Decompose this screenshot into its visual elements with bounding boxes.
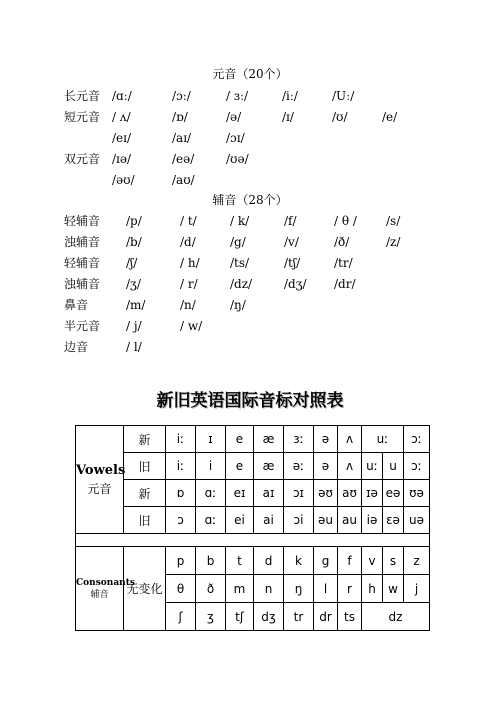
ipa-cell: æ: [254, 453, 284, 480]
new-tag: 新: [124, 480, 166, 507]
consonants-label-cn: 辅音: [90, 589, 109, 600]
ipa-cell: ɑː: [196, 507, 226, 534]
row-label: 浊辅音: [64, 277, 101, 291]
ipa-cell: f: [338, 547, 362, 575]
ipa-symbol: /ʊə/: [226, 152, 249, 166]
ipa-symbol: /ts/: [230, 256, 250, 270]
ipa-cell: z: [404, 547, 430, 575]
ipa-symbol: /aʊ/: [172, 173, 195, 187]
consonants-label-en: Consonants: [76, 577, 135, 588]
ipa-cell: ʃ: [166, 603, 196, 631]
ipa-cell: u: [383, 453, 404, 480]
vowel-row-long: [0, 88, 500, 104]
ipa-symbol: / ʌ/: [112, 110, 131, 124]
ipa-cell: aɪ: [254, 480, 284, 507]
ipa-cell: w: [383, 575, 404, 603]
ipa-cell: ə: [314, 453, 338, 480]
ipa-symbol: /e/: [382, 110, 398, 124]
vowels-heading: 元音（20个）: [212, 67, 288, 81]
ipa-cell: əu: [314, 507, 338, 534]
ipa-cell: ts: [338, 603, 362, 631]
ipa-symbol: /ʊ/: [332, 110, 348, 124]
table-separator-row: [76, 534, 430, 547]
empty-cell: [76, 534, 430, 547]
ipa-cell: k: [284, 547, 314, 575]
ipa-cell: ɔ: [166, 507, 196, 534]
ipa-cell: ŋ: [284, 575, 314, 603]
ipa-cell: iː: [166, 426, 196, 453]
ipa-cell: ʒ: [196, 603, 226, 631]
ipa-symbol: /dʒ/: [284, 277, 307, 291]
row-label: 轻辅音: [64, 214, 101, 228]
row-label: 短元音: [64, 110, 101, 124]
ipa-cell: t: [226, 547, 254, 575]
ipa-cell: θ: [166, 575, 196, 603]
ipa-symbol: /ɑː/: [112, 89, 132, 103]
ipa-symbol: / j/: [126, 319, 142, 333]
consonant-row-voiceless-1: [0, 213, 500, 229]
ipa-symbol: /Uː/: [332, 89, 355, 103]
ipa-cell: l: [314, 575, 338, 603]
ipa-cell: ɪə: [362, 480, 383, 507]
ipa-symbol: /ə/: [226, 110, 242, 124]
ipa-cell: iə: [362, 507, 383, 534]
table-row: [76, 426, 430, 453]
row-label: 双元音: [64, 152, 101, 166]
ipa-cell: æ: [254, 426, 284, 453]
ipa-cell: ɛə: [383, 507, 404, 534]
ipa-symbol: /dr/: [334, 277, 356, 291]
ipa-symbol: /əʊ/: [112, 173, 135, 187]
table-row: [76, 453, 430, 480]
new-tag: 新: [124, 426, 166, 453]
row-label: 浊辅音: [64, 235, 101, 249]
comparison-title: 新旧英语国际音标对照表: [156, 391, 344, 411]
ipa-cell: iː: [166, 453, 196, 480]
ipa-symbol: /tr/: [334, 256, 353, 270]
row-label: 鼻音: [64, 298, 89, 312]
ipa-symbol: /s/: [386, 214, 401, 228]
ipa-cell: b: [196, 547, 226, 575]
old-tag: 旧: [124, 507, 166, 534]
ipa-symbol: /ʒ/: [126, 277, 141, 291]
ipa-symbol: /eə/: [172, 152, 195, 166]
ipa-cell: dʒ: [254, 603, 284, 631]
consonant-row-voiced-2: [0, 276, 500, 292]
consonant-row-voiced-1: [0, 234, 500, 250]
ipa-cell: ei: [226, 507, 254, 534]
ipa-symbol: /aɪ/: [172, 131, 192, 145]
ipa-symbol: / k/: [230, 214, 250, 228]
vowel-row-diphthong-3: [0, 172, 500, 188]
row-label: 边音: [64, 340, 89, 354]
ipa-cell: eə: [383, 480, 404, 507]
ipa-cell: aʊ: [338, 480, 362, 507]
ipa-symbol: /iː/: [282, 89, 298, 103]
ipa-symbol: / h/: [180, 256, 200, 270]
ipa-cell: uə: [404, 507, 430, 534]
ipa-cell: ʊə: [404, 480, 430, 507]
ipa-symbol: /ɔɪ/: [226, 131, 245, 145]
consonant-row-voiceless-2: [0, 255, 500, 271]
ipa-symbol: / l/: [126, 340, 142, 354]
ipa-symbol: / r/: [180, 277, 198, 291]
consonants-label-cell: [76, 547, 135, 631]
table-row: [76, 480, 430, 507]
ipa-symbol: /m/: [126, 298, 146, 312]
ipa-cell: h: [362, 575, 383, 603]
vowels-label-en: Vowels: [76, 462, 126, 478]
ipa-symbol: / ɜː/: [226, 89, 249, 103]
ipa-symbol: /eɪ/: [112, 131, 132, 145]
ipa-symbol: / θ /: [334, 214, 357, 228]
ipa-cell: ʌ: [338, 426, 362, 453]
ipa-cell: ʌ: [338, 453, 362, 480]
ipa-symbol: /ð/: [334, 235, 350, 249]
ipa-cell: v: [362, 547, 383, 575]
consonant-row-nasal: [0, 297, 500, 313]
ipa-symbol: /ɒ/: [172, 110, 188, 124]
ipa-symbol: /n/: [180, 298, 196, 312]
row-label: 半元音: [64, 319, 101, 333]
ipa-cell: ɔː: [404, 453, 430, 480]
consonant-row-semivowel: [0, 318, 500, 334]
ipa-cell: au: [338, 507, 362, 534]
ipa-cell: əʊ: [314, 480, 338, 507]
ipa-cell: i: [196, 453, 226, 480]
ipa-cell: uː: [362, 453, 383, 480]
ipa-symbol: /ɪ/: [282, 110, 294, 124]
ipa-symbol: /f/: [284, 214, 297, 228]
ipa-cell: e: [226, 453, 254, 480]
ipa-cell: ɜː: [284, 426, 314, 453]
ipa-cell: uː: [362, 426, 404, 453]
vowel-row-short: [0, 109, 500, 125]
ipa-symbol: /ʃ/: [126, 256, 138, 270]
ipa-symbol: /ɔː/: [172, 89, 191, 103]
table-row: [76, 547, 430, 575]
ipa-symbol: /b/: [126, 235, 142, 249]
ipa-cell: ɑː: [196, 480, 226, 507]
consonant-row-lateral: [0, 339, 500, 355]
vowels-label-cell: [76, 426, 124, 534]
ipa-symbol: /ŋ/: [230, 298, 246, 312]
ipa-symbol: /z/: [386, 235, 401, 249]
ipa-cell: ð: [196, 575, 226, 603]
ipa-symbol: /dz/: [230, 277, 253, 291]
ipa-cell: e: [226, 426, 254, 453]
ipa-cell: r: [338, 575, 362, 603]
ipa-symbol: /tʃ/: [284, 256, 301, 270]
ipa-cell: j: [404, 575, 430, 603]
ipa-cell: ɔɪ: [284, 480, 314, 507]
no-change-label: 无变化: [124, 547, 166, 631]
ipa-cell: dz: [362, 603, 430, 631]
ipa-cell: ai: [254, 507, 284, 534]
ipa-cell: əː: [284, 453, 314, 480]
ipa-symbol: / t/: [180, 214, 197, 228]
ipa-cell: p: [166, 547, 196, 575]
ipa-cell: ɔː: [404, 426, 430, 453]
vowel-row-diphthong-2: [0, 151, 500, 167]
ipa-cell: tr: [284, 603, 314, 631]
ipa-cell: ɒ: [166, 480, 196, 507]
vowel-row-diphthong-1: [0, 130, 500, 146]
row-label: 长元音: [64, 89, 101, 103]
old-tag: 旧: [124, 453, 166, 480]
ipa-symbol: /d/: [180, 235, 196, 249]
ipa-symbol: / w/: [180, 319, 203, 333]
ipa-symbol: /v/: [284, 235, 299, 249]
vowels-label-cn: 元音: [87, 481, 112, 496]
ipa-cell: dr: [314, 603, 338, 631]
ipa-cell: eɪ: [226, 480, 254, 507]
ipa-cell: m: [226, 575, 254, 603]
consonants-heading: 辅音（28个）: [212, 193, 288, 207]
ipa-cell: g: [314, 547, 338, 575]
ipa-cell: tʃ: [226, 603, 254, 631]
ipa-cell: n: [254, 575, 284, 603]
row-label: 轻辅音: [64, 256, 101, 270]
ipa-cell: ɔi: [284, 507, 314, 534]
ipa-cell: d: [254, 547, 284, 575]
comparison-table: [75, 425, 430, 631]
ipa-symbol: /p/: [126, 214, 142, 228]
ipa-cell: s: [383, 547, 404, 575]
ipa-cell: ə: [314, 426, 338, 453]
ipa-symbol: /g/: [230, 235, 246, 249]
ipa-cell: ɪ: [196, 426, 226, 453]
ipa-symbol: /ɪə/: [112, 152, 132, 166]
table-row: [76, 507, 430, 534]
